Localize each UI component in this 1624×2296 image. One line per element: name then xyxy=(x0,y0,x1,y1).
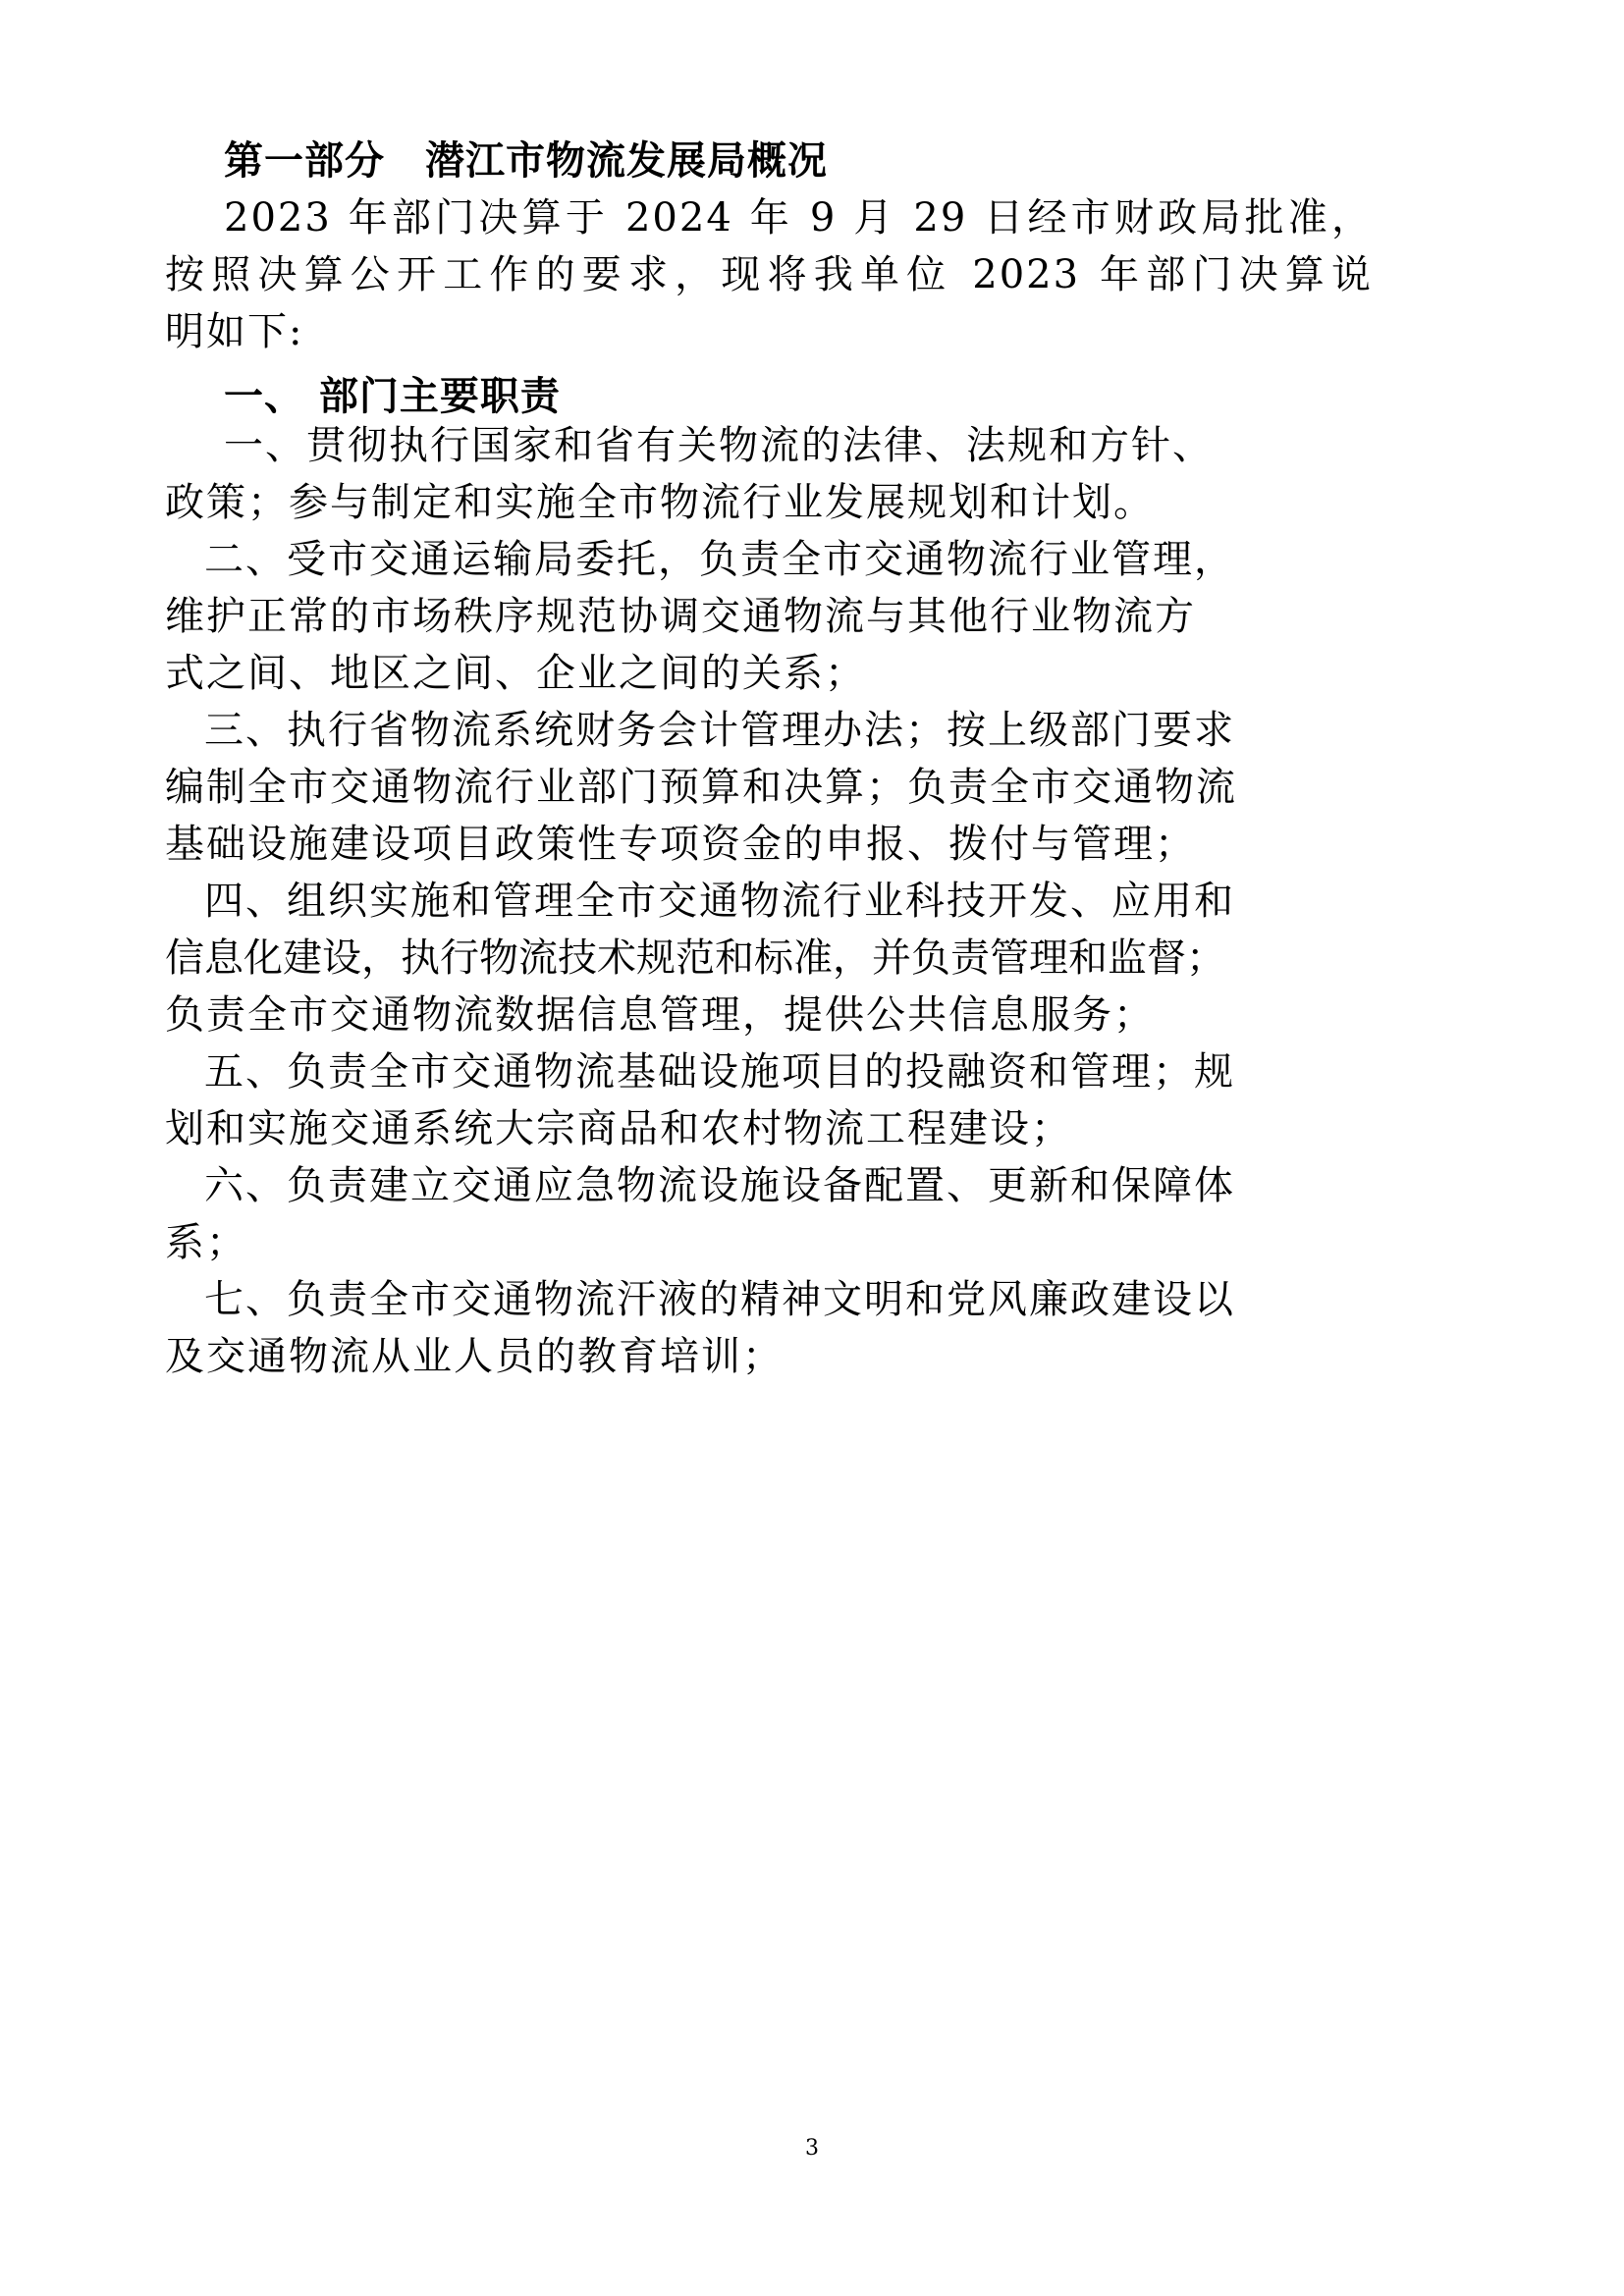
page-number: 3 xyxy=(805,2136,819,2161)
duty-7-line-2: 及交通物流从业人员的教育培训； xyxy=(165,1334,784,1379)
duty-7-line-1: 七、负责全市交通物流汗液的精神文明和党风廉政建设以 xyxy=(204,1277,1235,1322)
duty-1-line-2: 政策；参与制定和实施全市物流行业发展规划和计划。 xyxy=(165,480,1155,525)
duty-6-line-1: 六、负责建立交通应急物流设施设备配置、更新和保障体 xyxy=(204,1163,1235,1208)
duty-4-line-3: 负责全市交通物流数据信息管理，提供公共信息服务； xyxy=(165,992,1155,1038)
duty-4-line-1: 四、组织实施和管理全市交通物流行业科技开发、应用和 xyxy=(204,879,1235,924)
duty-3-line-2: 编制全市交通物流行业部门预算和决算；负责全市交通物流 xyxy=(165,765,1237,810)
part-heading: 第一部分 潜江市物流发展局概况 xyxy=(224,138,828,184)
duty-2-line-1: 二、受市交通运输局委托，负责全市交通物流行业管理， xyxy=(204,537,1235,582)
duty-5-line-2: 划和实施交通系统大宗商品和农村物流工程建设； xyxy=(165,1106,1072,1151)
section-heading: 一、 部门主要职责 xyxy=(224,374,561,419)
intro-line-2: 按照决算公开工作的要求，现将我单位 2023 年部门决算说 xyxy=(165,252,1373,297)
duty-5-line-1: 五、负责全市交通物流基础设施项目的投融资和管理；规 xyxy=(204,1049,1235,1095)
duty-4-line-2: 信息化建设，执行物流技术规范和标准，并负责管理和监督； xyxy=(165,935,1225,981)
duty-6-line-2: 系； xyxy=(165,1220,247,1265)
duty-1-line-1: 一、贯彻执行国家和省有关物流的法律、法规和方针、 xyxy=(224,423,1214,468)
intro-line-3: 明如下: xyxy=(165,309,304,354)
intro-line-1: 2023 年部门决算于 2024 年 9 月 29 日经市财政局批准， xyxy=(224,195,1373,240)
duty-2-line-3: 式之间、地区之间、企业之间的关系； xyxy=(165,651,866,696)
duty-3-line-1: 三、执行省物流系统财务会计管理办法；按上级部门要求 xyxy=(204,708,1235,753)
duty-3-line-3: 基础设施建设项目政策性专项资金的申报、拨付与管理； xyxy=(165,822,1196,867)
duty-2-line-2: 维护正常的市场秩序规范协调交通物流与其他行业物流方 xyxy=(165,594,1196,639)
